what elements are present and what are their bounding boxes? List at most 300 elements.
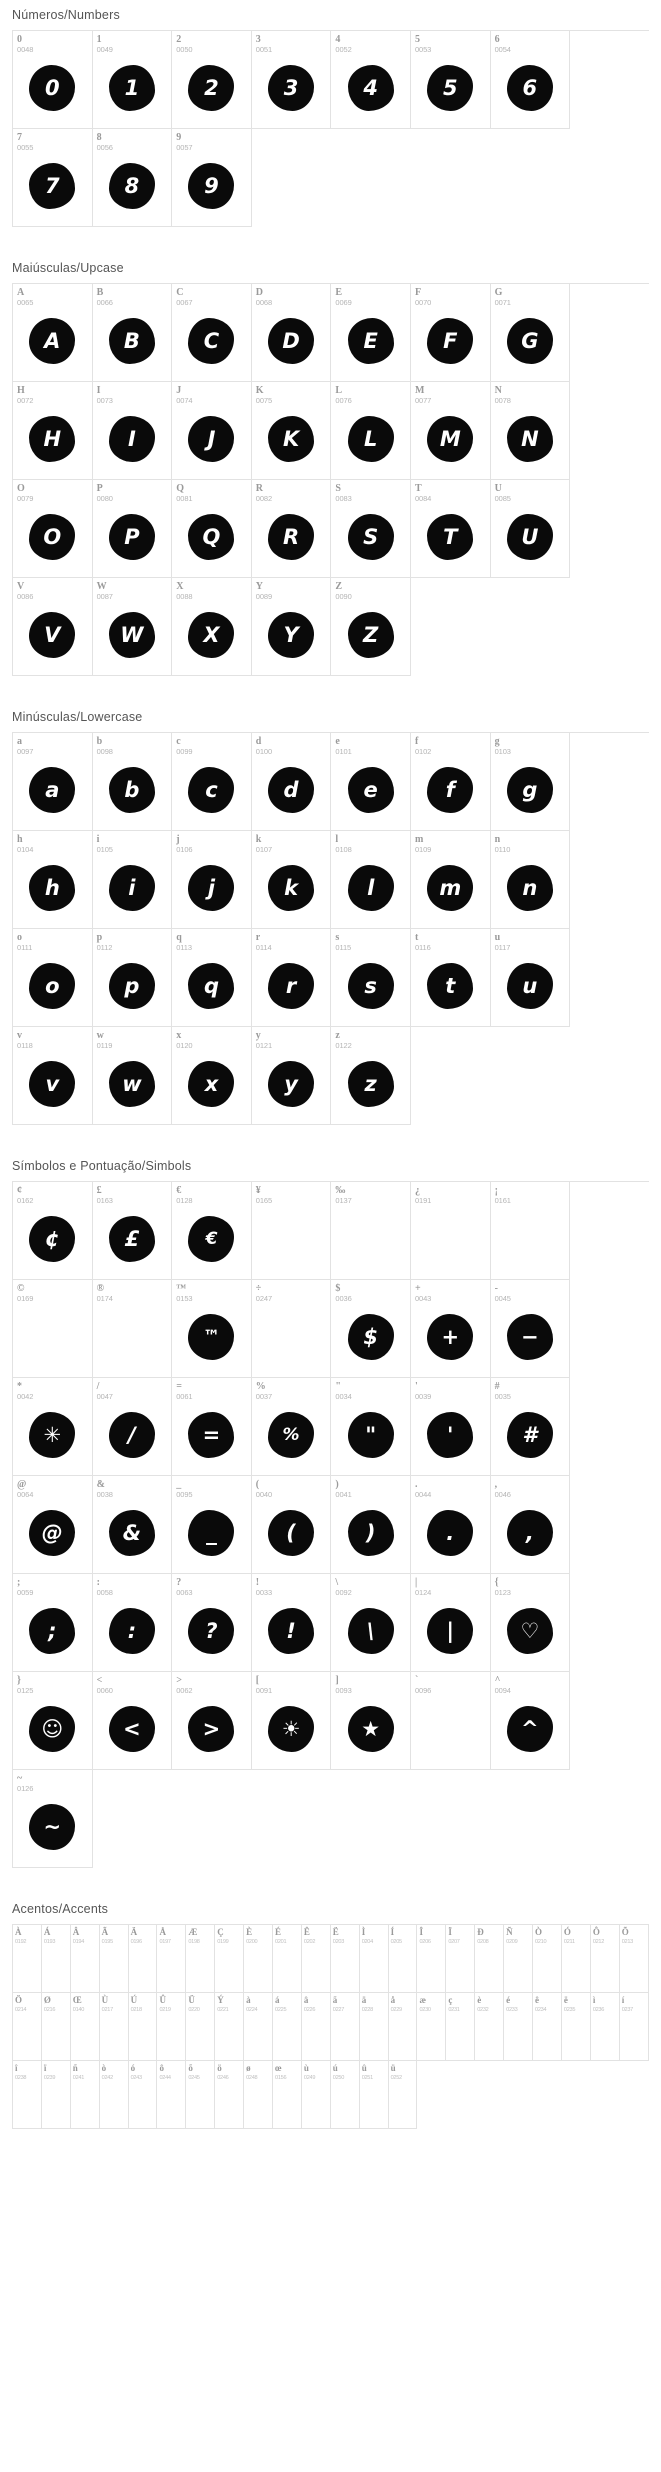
glyph-cell[interactable]	[129, 1925, 158, 1993]
glyph-cell[interactable]	[93, 1672, 173, 1770]
glyph-cell[interactable]	[331, 1925, 360, 1993]
glyph-code-label: 0153	[176, 1294, 193, 1303]
glyph-code-label: 0091	[255, 1686, 273, 1695]
glyph-cell[interactable]	[93, 929, 173, 1027]
glyph-blob: w	[109, 1061, 155, 1107]
glyph-cell[interactable]	[533, 1993, 562, 2061]
glyph-cell[interactable]	[186, 1993, 215, 2061]
glyph-cell[interactable]	[411, 1280, 491, 1378]
glyph-preview	[13, 604, 92, 666]
glyph-cell[interactable]	[172, 1574, 252, 1672]
glyph-preview	[252, 310, 331, 372]
glyph-cell[interactable]	[411, 31, 491, 129]
glyph-blob: $	[348, 1314, 394, 1360]
glyph-char-label: T	[414, 483, 422, 494]
glyph-cell[interactable]	[491, 382, 571, 480]
glyph-cell[interactable]	[172, 1476, 252, 1574]
glyph-char-label: ç	[448, 1995, 453, 2005]
glyph-cell[interactable]	[360, 1925, 389, 1993]
glyph-blob: h	[29, 865, 75, 911]
glyph-cell[interactable]	[491, 1476, 571, 1574]
glyph-grid	[12, 732, 649, 1125]
glyph-preview	[93, 310, 172, 372]
glyph-cell[interactable]	[331, 1476, 411, 1574]
glyph-cell[interactable]	[172, 733, 252, 831]
glyph-cell[interactable]	[93, 1027, 173, 1125]
glyph-code-label: 0043	[414, 1294, 432, 1303]
glyph-char-label: Y	[255, 581, 264, 592]
glyph-preview	[491, 1404, 570, 1466]
glyph-code-label: 0244	[159, 2075, 171, 2081]
glyph-preview	[411, 310, 490, 372]
glyph-code-label: 0112	[96, 943, 113, 952]
glyph-cell[interactable]	[302, 1993, 331, 2061]
glyph-preview	[331, 1208, 410, 1270]
glyph-cell[interactable]	[215, 2061, 244, 2129]
glyph-code-label: 0050	[176, 45, 193, 54]
glyph-cell[interactable]	[475, 1993, 504, 2061]
glyph-cell[interactable]	[42, 2061, 71, 2129]
glyph-cell[interactable]	[13, 1770, 93, 1868]
glyph-cell[interactable]	[252, 929, 332, 1027]
glyph-cell[interactable]	[331, 929, 411, 1027]
glyph-char-label: n	[494, 834, 501, 845]
glyph-code-label: 0037	[255, 1392, 273, 1401]
glyph-code-label: 0034	[335, 1392, 352, 1401]
glyph-preview	[491, 57, 570, 119]
glyph-preview	[172, 57, 251, 119]
glyph-cell[interactable]	[172, 1672, 252, 1770]
glyph-cell[interactable]	[411, 831, 491, 929]
glyph-cell[interactable]	[331, 578, 411, 676]
glyph-cell[interactable]	[13, 1925, 42, 1993]
glyph-cell[interactable]	[93, 284, 173, 382]
glyph-code-label: 0211	[563, 1939, 575, 1945]
glyph-char-label: `	[414, 1675, 419, 1686]
glyph-preview	[172, 857, 251, 919]
glyph-cell[interactable]	[13, 1672, 93, 1770]
glyph-char-label: o	[17, 932, 22, 943]
glyph-cell[interactable]	[331, 733, 411, 831]
glyph-cell[interactable]	[172, 578, 252, 676]
glyph-cell[interactable]	[172, 1280, 252, 1378]
glyph-code-label: 0125	[17, 1686, 34, 1695]
glyph-cell[interactable]	[157, 2061, 186, 2129]
glyph-char-label: ®	[96, 1283, 105, 1294]
glyph-cell[interactable]	[620, 1925, 649, 1993]
glyph-cell[interactable]	[129, 2061, 158, 2129]
glyph-cell[interactable]	[252, 578, 332, 676]
glyph-blob: c	[188, 767, 234, 813]
glyph-cell[interactable]	[13, 284, 93, 382]
glyph-code-label: 0110	[494, 845, 511, 854]
glyph-code-label: 0056	[96, 143, 113, 152]
glyph-cell[interactable]	[252, 1280, 332, 1378]
glyph-cell[interactable]	[491, 284, 571, 382]
glyph-preview	[13, 955, 92, 1017]
glyph-cell[interactable]	[13, 831, 93, 929]
glyph-preview	[491, 310, 570, 372]
glyph-preview	[411, 1698, 490, 1760]
glyph-code-label: 0208	[477, 1939, 489, 1945]
glyph-cell[interactable]	[331, 31, 411, 129]
glyph-cell[interactable]	[411, 480, 491, 578]
glyph-code-label: 0251	[361, 2075, 373, 2081]
glyph-code-label: 0087	[96, 592, 113, 601]
glyph-code-label: 0231	[448, 2007, 460, 2013]
glyph-cell[interactable]	[93, 480, 173, 578]
glyph-cell[interactable]	[172, 929, 252, 1027]
glyph-cell[interactable]	[504, 1925, 533, 1993]
glyph-cell[interactable]	[172, 1378, 252, 1476]
glyph-code-label: 0054	[494, 45, 511, 54]
glyph-cell[interactable]	[93, 382, 173, 480]
glyph-char-label: Å	[159, 1927, 166, 1937]
glyph-cell[interactable]	[491, 1280, 571, 1378]
glyph-cell[interactable]	[172, 480, 252, 578]
glyph-preview	[13, 1698, 92, 1760]
glyph-cell[interactable]	[411, 284, 491, 382]
glyph-cell[interactable]	[13, 129, 93, 227]
glyph-char-label: £	[96, 1185, 102, 1196]
glyph-cell[interactable]	[13, 31, 93, 129]
glyph-cell[interactable]	[252, 382, 332, 480]
glyph-cell[interactable]	[491, 1672, 571, 1770]
glyph-cell[interactable]	[302, 2061, 331, 2129]
glyph-cell[interactable]	[93, 1182, 173, 1280]
glyph-cell[interactable]	[172, 129, 252, 227]
glyph-char-label: 1	[96, 34, 102, 45]
glyph-cell[interactable]	[331, 1027, 411, 1125]
glyph-preview	[13, 1306, 92, 1368]
glyph-code-label: 0213	[621, 1939, 633, 1945]
glyph-preview	[331, 1306, 410, 1368]
glyph-cell[interactable]	[389, 1925, 418, 1993]
glyph-code-label: 0077	[414, 396, 432, 405]
glyph-cell[interactable]	[13, 1993, 42, 2061]
glyph-code-label: 0059	[17, 1588, 34, 1597]
glyph-code-label: 0239	[43, 2075, 56, 2081]
glyph-code-label: 0041	[335, 1490, 352, 1499]
glyph-cell[interactable]	[13, 1476, 93, 1574]
glyph-blob: i	[109, 865, 155, 911]
glyph-cell[interactable]	[273, 1993, 302, 2061]
glyph-code-label: 0078	[494, 396, 511, 405]
glyph-cell[interactable]	[71, 1993, 100, 2061]
glyph-cell[interactable]	[411, 1672, 491, 1770]
glyph-cell[interactable]	[411, 929, 491, 1027]
glyph-code-label: 0069	[335, 298, 352, 307]
glyph-cell[interactable]	[252, 284, 332, 382]
glyph-grid	[12, 30, 649, 227]
glyph-code-label: 0198	[188, 1939, 200, 1945]
glyph-cell[interactable]	[42, 1993, 71, 2061]
glyph-cell[interactable]	[172, 1182, 252, 1280]
glyph-cell[interactable]	[13, 1182, 93, 1280]
glyph-cell[interactable]	[331, 1378, 411, 1476]
glyph-cell[interactable]	[71, 1925, 100, 1993]
glyph-preview	[172, 310, 251, 372]
glyph-cell[interactable]	[93, 831, 173, 929]
glyph-cell[interactable]	[491, 1182, 571, 1280]
glyph-preview	[172, 1698, 251, 1760]
glyph-cell[interactable]	[331, 1993, 360, 2061]
glyph-cell[interactable]	[491, 31, 571, 129]
glyph-preview	[172, 1053, 251, 1115]
glyph-cell[interactable]	[491, 1378, 571, 1476]
glyph-cell[interactable]	[411, 733, 491, 831]
glyph-cell[interactable]	[273, 2061, 302, 2129]
glyph-cell[interactable]	[331, 1280, 411, 1378]
glyph-cell[interactable]	[71, 2061, 100, 2129]
glyph-cell[interactable]	[244, 1993, 273, 2061]
glyph-preview	[13, 857, 92, 919]
glyph-code-label: 0058	[96, 1588, 113, 1597]
glyph-code-label: 0201	[275, 1939, 287, 1945]
glyph-cell[interactable]	[252, 1672, 332, 1770]
glyph-char-label: "	[335, 1381, 341, 1392]
glyph-cell[interactable]	[252, 1182, 332, 1280]
glyph-blob: X	[188, 612, 234, 658]
glyph-blob: J	[188, 416, 234, 462]
glyph-cell[interactable]	[591, 1925, 620, 1993]
glyph-cell[interactable]	[157, 1925, 186, 1993]
glyph-char-label: K	[255, 385, 264, 396]
glyph-cell[interactable]	[186, 1925, 215, 1993]
glyph-blob: O	[29, 514, 75, 560]
glyph-code-label: 0156	[275, 2075, 287, 2081]
section-title: Maiúsculas/Upcase	[12, 261, 124, 275]
glyph-cell[interactable]	[331, 284, 411, 382]
glyph-cell[interactable]	[417, 1925, 446, 1993]
glyph-cell[interactable]	[273, 1925, 302, 1993]
glyph-cell[interactable]	[100, 2061, 129, 2129]
glyph-code-label: 0040	[255, 1490, 273, 1499]
glyph-cell[interactable]	[252, 733, 332, 831]
glyph-blob: ?	[188, 1608, 234, 1654]
glyph-cell[interactable]	[411, 1378, 491, 1476]
glyph-code-label: 0228	[361, 2007, 373, 2013]
glyph-cell[interactable]	[172, 284, 252, 382]
glyph-cell[interactable]	[504, 1993, 533, 2061]
glyph-cell[interactable]	[13, 2061, 42, 2129]
glyph-cell[interactable]	[533, 1925, 562, 1993]
glyph-blob: "	[348, 1412, 394, 1458]
glyph-cell[interactable]	[302, 1925, 331, 1993]
glyph-cell[interactable]	[252, 1574, 332, 1672]
glyph-code-label: 0161	[494, 1196, 511, 1205]
glyph-char-label: ;	[17, 1577, 21, 1588]
glyph-code-label: 0221	[217, 2007, 229, 2013]
glyph-cell[interactable]	[331, 831, 411, 929]
glyph-cell[interactable]	[331, 480, 411, 578]
glyph-cell[interactable]	[562, 1993, 591, 2061]
glyph-code-label: 0248	[246, 2075, 258, 2081]
glyph-cell[interactable]	[172, 382, 252, 480]
glyph-code-label: 0080	[96, 494, 113, 503]
glyph-cell[interactable]	[446, 1993, 475, 2061]
glyph-char-label: .	[414, 1479, 418, 1490]
glyph-cell[interactable]	[13, 480, 93, 578]
glyph-cell[interactable]	[93, 1280, 173, 1378]
glyph-char-label: c	[176, 736, 181, 747]
glyph-cell[interactable]	[360, 1993, 389, 2061]
glyph-cell[interactable]	[13, 1027, 93, 1125]
glyph-cell[interactable]	[491, 831, 571, 929]
glyph-cell[interactable]	[252, 1476, 332, 1574]
glyph-blob: t	[427, 963, 473, 1009]
glyph-cell[interactable]	[93, 1378, 173, 1476]
glyph-blob: G	[507, 318, 553, 364]
glyph-cell[interactable]	[244, 2061, 273, 2129]
glyph-char-label: E	[335, 287, 343, 298]
glyph-cell[interactable]	[491, 480, 571, 578]
glyph-cell[interactable]	[417, 1993, 446, 2061]
glyph-cell[interactable]	[215, 1993, 244, 2061]
glyph-cell[interactable]	[252, 1378, 332, 1476]
glyph-code-label: 0081	[176, 494, 193, 503]
glyph-preview	[331, 1600, 410, 1662]
glyph-char-label: Ì	[361, 1927, 366, 1937]
glyph-cell[interactable]	[252, 831, 332, 929]
glyph-cell[interactable]	[562, 1925, 591, 1993]
glyph-cell[interactable]	[186, 2061, 215, 2129]
glyph-char-label: <	[96, 1675, 103, 1686]
glyph-cell[interactable]	[93, 1574, 173, 1672]
glyph-char-label: ?	[176, 1577, 182, 1588]
glyph-blob: .	[427, 1510, 473, 1556]
glyph-section	[0, 1151, 661, 1868]
glyph-cell[interactable]	[252, 480, 332, 578]
glyph-cell[interactable]	[252, 31, 332, 129]
glyph-cell[interactable]	[13, 382, 93, 480]
glyph-cell[interactable]	[411, 1182, 491, 1280]
glyph-preview	[411, 1404, 490, 1466]
glyph-char-label: ô	[159, 2063, 164, 2073]
glyph-cell[interactable]	[93, 31, 173, 129]
glyph-cell[interactable]	[93, 129, 173, 227]
glyph-cell[interactable]	[491, 733, 571, 831]
glyph-blob: \	[348, 1608, 394, 1654]
glyph-cell[interactable]	[446, 1925, 475, 1993]
glyph-cell[interactable]	[620, 1993, 649, 2061]
glyph-preview	[491, 1600, 570, 1662]
glyph-cell[interactable]	[360, 2061, 389, 2129]
glyph-cell[interactable]	[244, 1925, 273, 1993]
glyph-cell[interactable]	[93, 578, 173, 676]
glyph-cell[interactable]	[252, 1027, 332, 1125]
glyph-cell[interactable]	[13, 578, 93, 676]
glyph-cell[interactable]	[491, 1574, 571, 1672]
glyph-char-label: ì	[592, 1995, 596, 2005]
glyph-cell[interactable]	[13, 1574, 93, 1672]
glyph-code-label: 0218	[130, 2007, 142, 2013]
glyph-preview	[252, 1502, 331, 1564]
glyph-blob: B	[109, 318, 155, 364]
glyph-cell[interactable]	[129, 1993, 158, 2061]
glyph-blob: Y	[268, 612, 314, 658]
glyph-cell[interactable]	[172, 831, 252, 929]
glyph-cell[interactable]	[215, 1925, 244, 1993]
glyph-code-label: 0107	[255, 845, 273, 854]
glyph-char-label: P	[96, 483, 103, 494]
glyph-code-label: 0073	[96, 396, 113, 405]
glyph-code-label: 0042	[17, 1392, 34, 1401]
glyph-cell[interactable]	[93, 1476, 173, 1574]
glyph-code-label: 0036	[335, 1294, 352, 1303]
glyph-code-label: 0220	[188, 2007, 200, 2013]
glyph-char-label: L	[335, 385, 343, 396]
glyph-code-label: 0055	[17, 143, 34, 152]
glyph-cell[interactable]	[331, 1182, 411, 1280]
glyph-cell[interactable]	[13, 929, 93, 1027]
glyph-preview	[13, 506, 92, 568]
glyph-cell[interactable]	[411, 1476, 491, 1574]
glyph-grid	[12, 1924, 649, 2129]
glyph-cell[interactable]	[331, 382, 411, 480]
glyph-cell[interactable]	[475, 1925, 504, 1993]
glyph-preview	[13, 1404, 92, 1466]
glyph-code-label: 0096	[414, 1686, 432, 1695]
glyph-cell[interactable]	[13, 1378, 93, 1476]
glyph-code-label: 0205	[390, 1939, 402, 1945]
glyph-char-label: Ù	[101, 1995, 109, 2005]
glyph-cell[interactable]	[331, 1672, 411, 1770]
glyph-preview	[491, 506, 570, 568]
glyph-cell[interactable]	[591, 1993, 620, 2061]
glyph-cell[interactable]	[13, 1280, 93, 1378]
glyph-cell[interactable]	[491, 929, 571, 1027]
glyph-char-label: Ô	[592, 1927, 600, 1937]
glyph-cell[interactable]	[172, 1027, 252, 1125]
glyph-code-label: 0238	[15, 2075, 27, 2081]
glyph-preview	[172, 604, 251, 666]
glyph-preview	[252, 1404, 331, 1466]
glyph-cell[interactable]	[100, 1925, 129, 1993]
glyph-code-label: 0225	[275, 2007, 287, 2013]
glyph-char-label: d	[255, 736, 262, 747]
glyph-cell[interactable]	[411, 1574, 491, 1672]
glyph-cell[interactable]	[389, 2061, 418, 2129]
glyph-cell[interactable]	[172, 31, 252, 129]
glyph-cell[interactable]	[42, 1925, 71, 1993]
glyph-code-label: 0250	[332, 2075, 345, 2081]
glyph-char-label: Ñ	[506, 1927, 513, 1937]
glyph-cell[interactable]	[331, 2061, 360, 2129]
glyph-code-label: 0209	[506, 1939, 518, 1945]
glyph-code-label: 0163	[96, 1196, 113, 1205]
glyph-cell[interactable]	[411, 382, 491, 480]
glyph-code-label: 0192	[15, 1939, 27, 1945]
glyph-cell[interactable]	[389, 1993, 418, 2061]
glyph-char-label: R	[255, 483, 264, 494]
glyph-char-label: t	[414, 932, 419, 943]
glyph-char-label: i	[96, 834, 100, 845]
glyph-cell[interactable]	[331, 1574, 411, 1672]
glyph-cell[interactable]	[13, 733, 93, 831]
glyph-char-label: ©	[17, 1283, 25, 1294]
glyph-cell[interactable]	[93, 733, 173, 831]
glyph-char-label: Œ	[72, 1995, 82, 2005]
glyph-cell[interactable]	[157, 1993, 186, 2061]
glyph-blob: ✳	[29, 1412, 75, 1458]
glyph-cell[interactable]	[100, 1993, 129, 2061]
glyph-blob: j	[188, 865, 234, 911]
glyph-code-label: 0236	[592, 2007, 605, 2013]
glyph-code-label: 0206	[419, 1939, 431, 1945]
glyph-code-label: 0200	[246, 1939, 258, 1945]
glyph-blob: ¢	[29, 1216, 75, 1262]
